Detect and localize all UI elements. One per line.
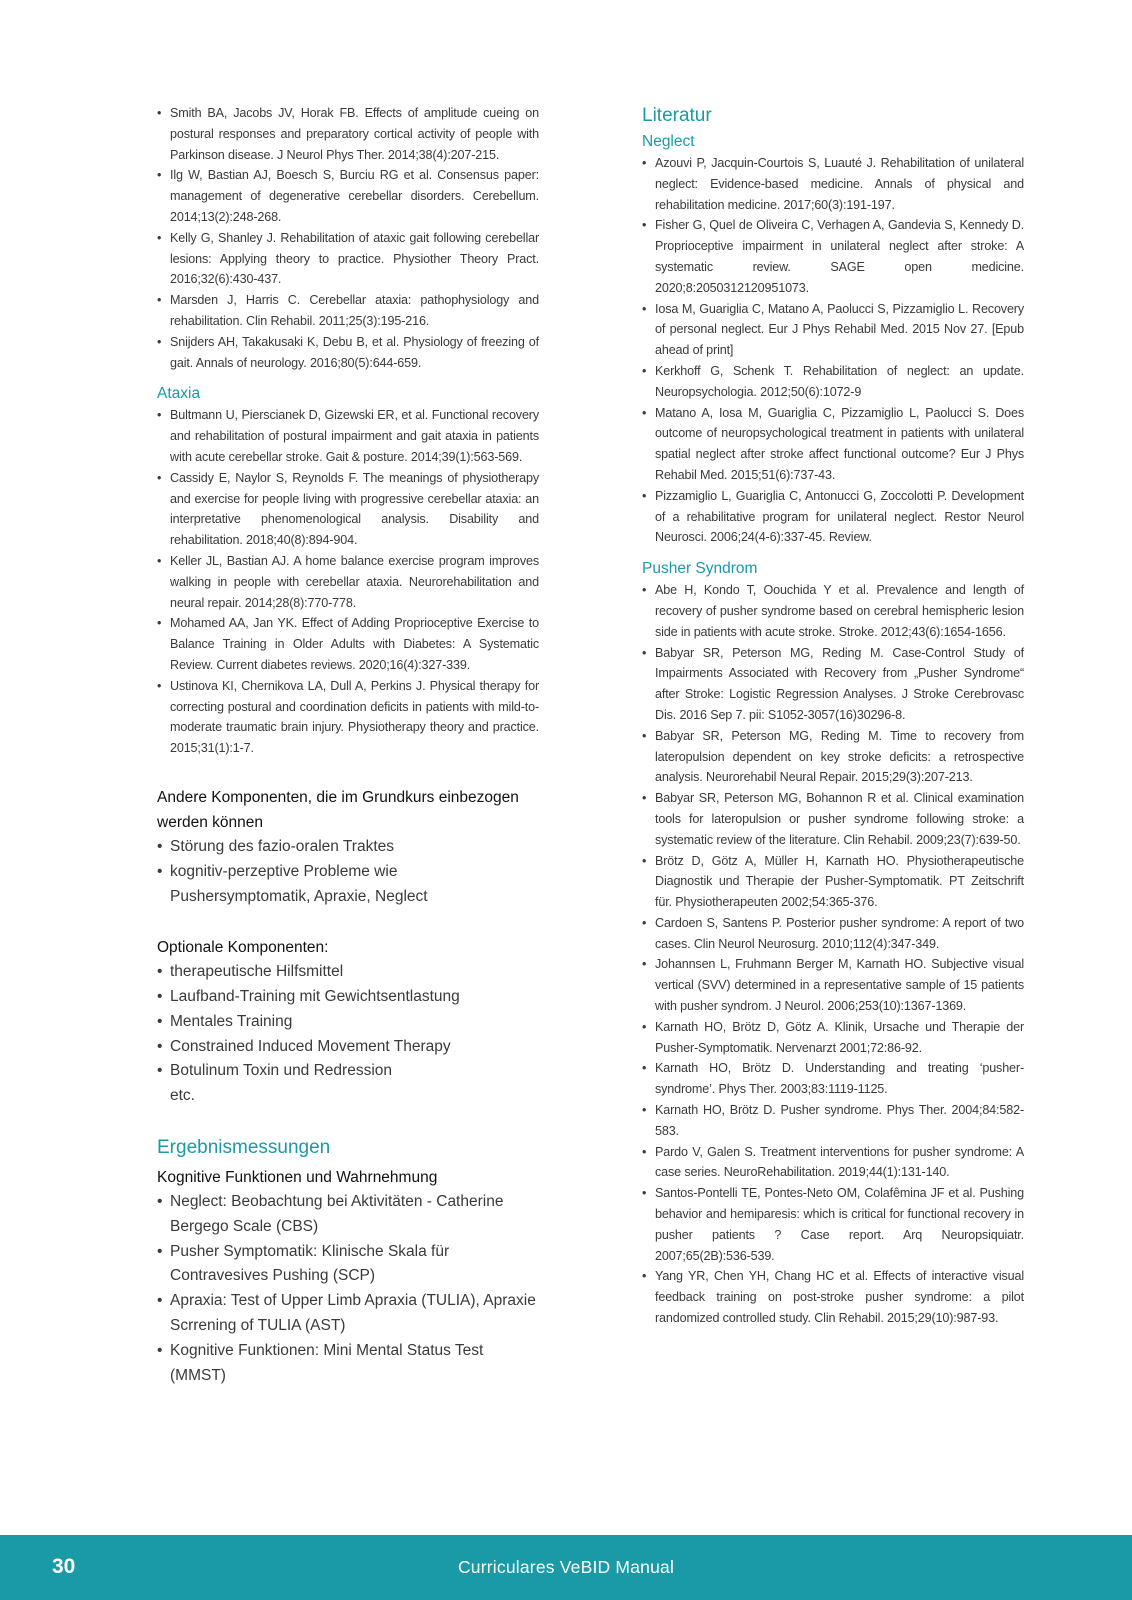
optionale-komponenten-list-item: • therapeutische Hilfsmittel bbox=[157, 960, 539, 985]
reference-list-ataxia bbox=[157, 405, 539, 759]
optionale-etc: etc. bbox=[170, 1087, 195, 1105]
optionale-komponenten-list-item: • Constrained Induced Movement Therapy bbox=[157, 1035, 539, 1060]
kognitive-funktionen-list-item: • Apraxia: Test of Upper Limb Apraxia (TULIA), Apraxie Scrrening of TULIA (AST) bbox=[157, 1289, 539, 1339]
reference-list-neglect-item: • Azouvi P, Jacquin-Courtois S, Luauté J. Rehabilitation of unilateral neglect: Evidence-based medicine. Annals of physical and rehabilitation medicine. 2017;60(3):191-197. bbox=[642, 153, 1024, 215]
reference-list-pusher-item: • Karnath HO, Brötz D. Understanding and treating ‘pusher-syndrome’. Phys Ther. 2003;83:1119-1125. bbox=[642, 1058, 1024, 1100]
reference-list-pusher-item: • Abe H, Kondo T, Oouchida Y et al. Prevalence and length of recovery of pusher syndrome based on cerebral hemispheric lesion side in patients with acute stroke. Stroke. 2012;43(6):1654-1656. bbox=[642, 580, 1024, 642]
optionale-komponenten-list-item: • Laufband-Training mit Gewichtsentlastung bbox=[157, 985, 539, 1010]
optionale-komponenten-list bbox=[157, 960, 539, 1084]
reference-list-neglect bbox=[642, 153, 1024, 548]
page-footer bbox=[0, 1535, 1132, 1600]
reference-list-pusher-item: • Yang YR, Chen YH, Chang HC et al. Effects of interactive visual feedback training on post-stroke pusher syndrome: a pilot randomized controlled study. Clin Rehabil. 2015;29(10):987-93. bbox=[642, 1266, 1024, 1328]
reference-list-intro bbox=[157, 103, 539, 373]
ataxia-heading: Ataxia bbox=[157, 385, 201, 403]
optionale-komponenten-heading: Optionale Komponenten: bbox=[157, 939, 329, 957]
andere-komponenten-heading: Andere Komponenten, die im Grundkurs einbezogen werden können bbox=[157, 788, 519, 831]
andere-komponenten-list-item: • kognitiv-perzeptive Probleme wie Pushersymptomatik, Apraxie, Neglect bbox=[157, 860, 539, 910]
reference-list-ataxia-item: • Mohamed AA, Jan YK. Effect of Adding Proprioceptive Exercise to Balance Training in Older Adults with Diabetes: A Systematic Review. Current diabetes reviews. 2020;16(4):327-339. bbox=[157, 613, 539, 675]
reference-list-ataxia-item: • Bultmann U, Pierscianek D, Gizewski ER, et al. Functional recovery and rehabilitation of postural impairment and gait ataxia in patients with acute cerebellar stroke. Gait & posture. 2014;39(1):563-569. bbox=[157, 405, 539, 467]
reference-list-neglect-item: • Iosa M, Guariglia C, Matano A, Paolucci S, Pizzamiglio L. Recovery of personal neglect. Eur J Phys Rehabil Med. 2015 Nov 27. [Epub ahead of print] bbox=[642, 299, 1024, 361]
right-column bbox=[642, 103, 1024, 1329]
reference-list-intro-item: • Marsden J, Harris C. Cerebellar ataxia: pathophysiology and rehabilitation. Clin Rehabil. 2011;25(3):195-216. bbox=[157, 290, 539, 332]
kognitive-funktionen-list-item: • Kognitive Funktionen: Mini Mental Status Test (MMST) bbox=[157, 1339, 539, 1389]
left-column bbox=[157, 103, 539, 1388]
reference-list-ataxia-item: • Ustinova KI, Chernikova LA, Dull A, Perkins J. Physical therapy for correcting postural and coordination deficits in patients with mild-to-moderate traumatic brain injury. Physiotherapy theory and practice. 2015;31(1):1-7. bbox=[157, 676, 539, 759]
neglect-heading: Neglect bbox=[642, 133, 695, 150]
kognitive-funktionen-list bbox=[157, 1190, 539, 1388]
reference-list-intro-item: • Smith BA, Jacobs JV, Horak FB. Effects of amplitude cueing on postural responses and preparatory cortical activity of people with Parkinson disease. J Neurol Phys Ther. 2014;38(4):207-215. bbox=[157, 103, 539, 165]
reference-list-pusher-item: • Karnath HO, Brötz D. Pusher syndrome. Phys Ther. 2004;84:582-583. bbox=[642, 1100, 1024, 1142]
reference-list-intro-item: • Kelly G, Shanley J. Rehabilitation of ataxic gait following cerebellar lesions: Applying theory to practice. Physiother Theory Pract. 2016;32(6):430-437. bbox=[157, 228, 539, 290]
reference-list-neglect-item: • Matano A, Iosa M, Guariglia C, Pizzamiglio L, Paolucci S. Does outcome of neuropsychological treatment in patients with unilateral spatial neglect after stroke affect functional outcome? Eur J Phys Rehabil Med. 2015;51(6):737-43. bbox=[642, 403, 1024, 486]
reference-list-pusher-item: • Santos-Pontelli TE, Pontes-Neto OM, Colafêmina JF et al. Pushing behavior and hemiparesis: which is critical for functional recovery in pusher patients ? Case report. Arq Neuropsiquiatr. 2007;65(2B):536-539. bbox=[642, 1183, 1024, 1266]
reference-list-intro-item: • Snijders AH, Takakusaki K, Debu B, et al. Physiology of freezing of gait. Annals of neurology. 2016;80(5):644-659. bbox=[157, 332, 539, 374]
page-number: 30 bbox=[52, 1555, 76, 1578]
andere-komponenten-list bbox=[157, 835, 539, 909]
reference-list-ataxia-item: • Cassidy E, Naylor S, Reynolds F. The meanings of physiotherapy and exercise for people living with progressive cerebellar ataxia: an interpretative phenomenological analysis. Disability and rehabilitation. 2018;40(8):894-904. bbox=[157, 468, 539, 551]
optionale-komponenten-list-item: • Botulinum Toxin und Redression bbox=[157, 1059, 539, 1084]
reference-list-pusher-item: • Karnath HO, Brötz D, Götz A. Klinik, Ursache und Therapie der Pusher-Symptomatik. Nervenarzt 2001;72:86-92. bbox=[642, 1017, 1024, 1059]
reference-list-ataxia-item: • Keller JL, Bastian AJ. A home balance exercise program improves walking in people with cerebellar ataxia. Neurorehabilitation and neural repair. 2014;28(8):770-778. bbox=[157, 551, 539, 613]
reference-list-pusher-item: • Brötz D, Götz A, Müller H, Karnath HO. Physiotherapeutische Diagnostik und Therapie der Pusher-Symptomatik. PT Zeitschrift für. Physiotherapeuten 2002;54:365-376. bbox=[642, 851, 1024, 913]
reference-list-pusher-item: • Pardo V, Galen S. Treatment interventions for pusher syndrome: A case series. NeuroRehabilitation. 2019;44(1):131-140. bbox=[642, 1142, 1024, 1184]
reference-list-neglect-item: • Pizzamiglio L, Guariglia C, Antonucci G, Zoccolotti P. Development of a rehabilitative program for unilateral neglect. Restor Neurol Neurosci. 2006;24(4-6):337-45. Review. bbox=[642, 486, 1024, 548]
ergebnismessungen-heading: Ergebnismessungen bbox=[157, 1137, 331, 1159]
andere-komponenten-list-item: • Störung des fazio-oralen Traktes bbox=[157, 835, 539, 860]
reference-list-pusher-item: • Babyar SR, Peterson MG, Reding M. Case-Control Study of Impairments Associated with Recovery from „Pusher Syndrome“ after Stroke: Logistic Regression Analyses. J Stroke Cerebrovasc Dis. 2016 Sep 7. pii: S1052-3057(16)30296-8. bbox=[642, 643, 1024, 726]
kognitive-funktionen-heading: Kognitive Funktionen und Wahrnehmung bbox=[157, 1169, 438, 1187]
kognitive-funktionen-list-item: • Pusher Symptomatik: Klinische Skala für Contravesives Pushing (SCP) bbox=[157, 1240, 539, 1290]
reference-list-pusher bbox=[642, 580, 1024, 1329]
reference-list-pusher-item: • Babyar SR, Peterson MG, Reding M. Time to recovery from lateropulsion dependent on key stroke deficits: a retrospective analysis. Neurorehabil Neural Repair. 2015;29(3):207-213. bbox=[642, 726, 1024, 788]
literatur-heading: Literatur bbox=[642, 105, 712, 126]
footer-title: Curriculares VeBID Manual bbox=[457, 1557, 675, 1577]
reference-list-intro-item: • Ilg W, Bastian AJ, Boesch S, Burciu RG et al. Consensus paper: management of degenerative cerebellar disorders. Cerebellum. 2014;13(2):248-268. bbox=[157, 165, 539, 227]
reference-list-neglect-item: • Kerkhoff G, Schenk T. Rehabilitation of neglect: an update. Neuropsychologia. 2012;50(6):1072-9 bbox=[642, 361, 1024, 403]
reference-list-neglect-item: • Fisher G, Quel de Oliveira C, Verhagen A, Gandevia S, Kennedy D. Proprioceptive impairment in unilateral neglect after stroke: A systematic review. SAGE open medicine. 2020;8:2050312120951073. bbox=[642, 215, 1024, 298]
kognitive-funktionen-list-item: • Neglect: Beobachtung bei Aktivitäten - Catherine Bergego Scale (CBS) bbox=[157, 1190, 539, 1240]
reference-list-pusher-item: • Cardoen S, Santens P. Posterior pusher syndrome: A report of two cases. Clin Neurol Neurosurg. 2010;112(4):347-349. bbox=[642, 913, 1024, 955]
optionale-komponenten-list-item: • Mentales Training bbox=[157, 1010, 539, 1035]
reference-list-pusher-item: • Johannsen L, Fruhmann Berger M, Karnath HO. Subjective visual vertical (SVV) determined in a representative sample of 15 patients with pusher syndrom. J Neurol. 2006;253(10):1367-1369. bbox=[642, 954, 1024, 1016]
pusher-syndrom-heading: Pusher Syndrom bbox=[642, 560, 758, 578]
reference-list-pusher-item: • Babyar SR, Peterson MG, Bohannon R et al. Clinical examination tools for lateropulsion or pusher syndrome following stroke: a systematic review of the literature. Clin Rehabil. 2009;23(7):639-50. bbox=[642, 788, 1024, 850]
